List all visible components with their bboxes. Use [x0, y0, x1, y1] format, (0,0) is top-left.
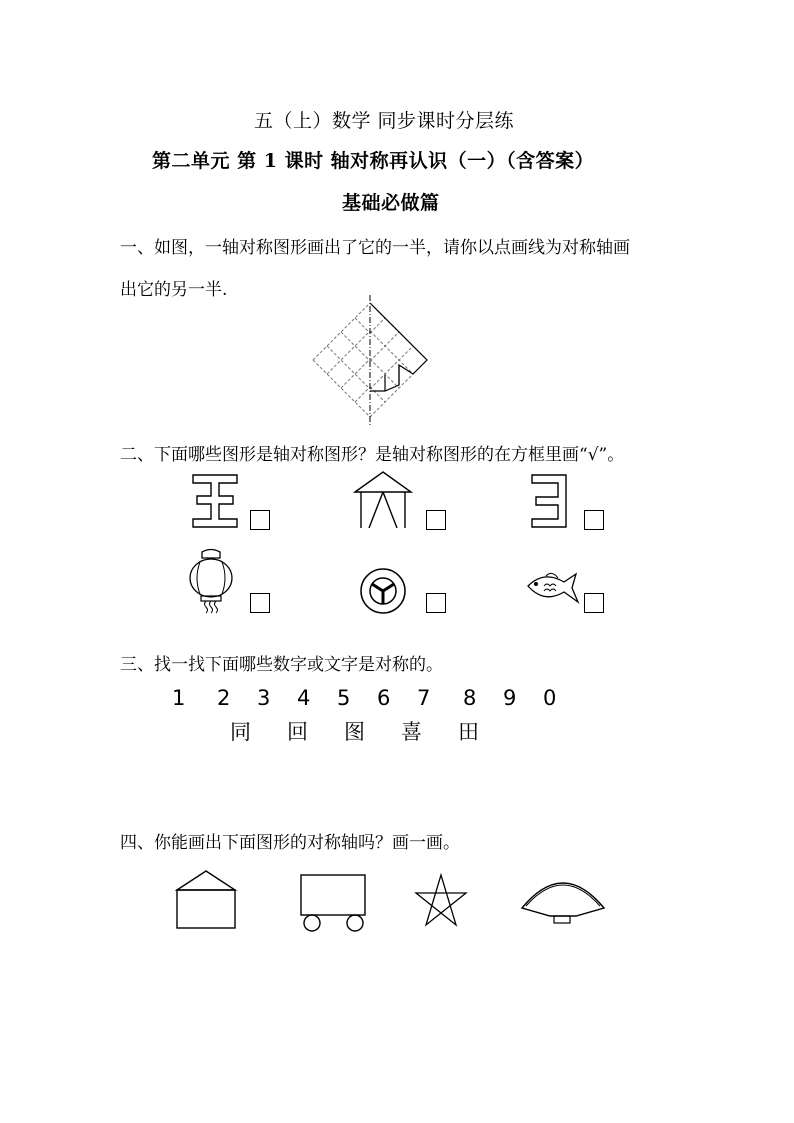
q3-text: 三、找一找下面哪些数字或文字是对称的。: [120, 655, 443, 675]
char-tian: 田: [458, 720, 479, 744]
q2-checkbox-6[interactable]: [584, 593, 604, 613]
digit-6: 6: [377, 686, 391, 710]
page-title: 五（上）数学 同步课时分层练: [254, 110, 515, 132]
digit-0: 0: [543, 686, 557, 710]
q4-text: 四、你能画出下面图形的对称轴吗？画一画。: [120, 833, 460, 853]
fan-figure: [520, 876, 610, 932]
q2-checkbox-2[interactable]: [426, 510, 446, 530]
page-subtitle: 第二单元 第 1 课时 轴对称再认识（一）（含答案）: [152, 150, 595, 172]
char-hui: 回: [287, 720, 308, 744]
fish-figure: [526, 572, 581, 607]
q1-grid-figure: [305, 295, 445, 425]
q2-checkbox-1[interactable]: [250, 510, 270, 530]
digit-5: 5: [337, 686, 351, 710]
char-xi: 喜: [401, 720, 422, 744]
q2-checkbox-3[interactable]: [584, 510, 604, 530]
cart-figure: [299, 873, 369, 935]
house-tent-figure: [355, 472, 415, 532]
char-tu: 图: [344, 720, 365, 744]
star-figure: [414, 873, 470, 929]
digit-2: 2: [217, 686, 231, 710]
q2-checkbox-4[interactable]: [250, 593, 270, 613]
q2-text: 二、下面哪些图形是轴对称图形？是轴对称图形的在方框里画“√”。: [120, 445, 625, 465]
digit-4: 4: [297, 686, 311, 710]
digit-9: 9: [503, 686, 517, 710]
wang-character-figure: [193, 475, 243, 531]
e-shape-figure: [532, 475, 572, 531]
lantern-figure: [186, 550, 236, 615]
digit-8: 8: [463, 686, 477, 710]
section-title: 基础必做篇: [342, 192, 440, 214]
q1-text-line2: 出它的另一半.: [120, 280, 228, 300]
house-figure: [175, 870, 239, 930]
digit-3: 3: [257, 686, 271, 710]
digit-1: 1: [172, 686, 186, 710]
q2-checkbox-5[interactable]: [426, 593, 446, 613]
q1-text-line1: 一、如图，一轴对称图形画出了它的一半，请你以点画线为对称轴画: [120, 238, 630, 258]
digit-7: 7: [417, 686, 431, 710]
char-tong: 同: [230, 720, 251, 744]
coin-figure: [360, 568, 410, 618]
